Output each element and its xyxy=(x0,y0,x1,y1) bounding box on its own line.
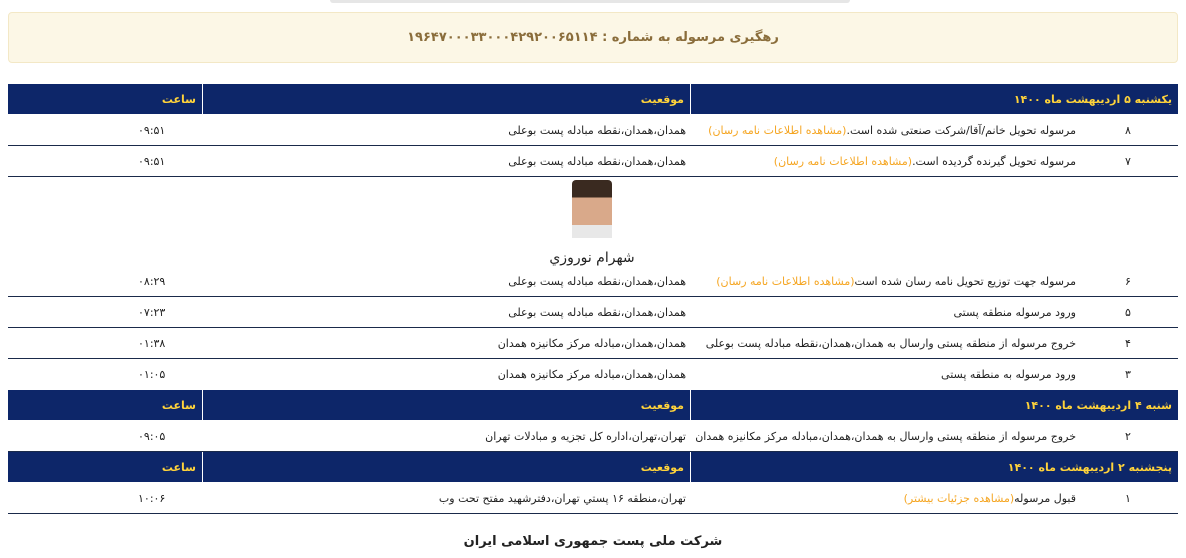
divider xyxy=(8,176,1178,177)
event-text: قبول مرسوله xyxy=(1014,491,1076,505)
details-link[interactable]: (مشاهده اطلاعات نامه رسان) xyxy=(773,155,913,168)
event-description xyxy=(692,492,1078,505)
event-number: ۲ xyxy=(1125,429,1131,443)
time-header: ساعت xyxy=(161,460,196,474)
event-description xyxy=(692,124,1078,137)
location-header: موقعیت xyxy=(202,390,690,420)
event-description xyxy=(692,337,1078,350)
tracking-title: رهگیری مرسوله به شماره : ۱۹۶۴۷۰۰۰۳۳۰۰۰۴۲۹۲۰۰۶۵۱۱۴ xyxy=(407,30,779,45)
details-link[interactable]: (مشاهده اطلاعات نامه رسان) xyxy=(716,274,855,288)
event-time: ۰۸:۲۹ xyxy=(138,274,166,288)
table-row xyxy=(8,483,1178,514)
day-group-header xyxy=(8,452,1178,482)
event-location: همدان،همدان،نقطه مبادله پست بوعلی xyxy=(508,155,686,168)
event-number: ۱ xyxy=(1125,491,1131,505)
day-group-header xyxy=(8,84,1178,114)
time-header: ساعت xyxy=(161,92,196,106)
event-description xyxy=(692,368,1078,381)
table-row xyxy=(8,359,1178,390)
event-description xyxy=(692,306,1078,319)
event-text: ورود مرسوله منطقه پستی xyxy=(953,305,1076,319)
event-time: ۰۹:۵۱ xyxy=(138,155,166,168)
date-header: یکشنبه ۵ اردیبهشت ماه ۱۴۰۰ xyxy=(690,84,1178,114)
event-number: ۸ xyxy=(1125,123,1131,137)
event-number: ۵ xyxy=(1125,305,1131,319)
table-row xyxy=(8,297,1178,328)
table-row xyxy=(8,115,1178,146)
date-header: شنبه ۴ اردیبهشت ماه ۱۴۰۰ xyxy=(690,390,1178,420)
event-time: ۰۷:۲۳ xyxy=(138,305,166,319)
event-time: ۰۱:۰۵ xyxy=(138,368,166,381)
event-text: مرسوله تحویل خانم/آقا/شرکت صنعتی شده است. xyxy=(846,123,1076,137)
postman-info xyxy=(520,180,664,266)
event-location: همدان،همدان،نقطه مبادله پست بوعلی xyxy=(508,123,686,137)
tracking-title-banner xyxy=(8,12,1178,63)
details-link[interactable]: (مشاهده اطلاعات نامه رسان) xyxy=(708,123,847,137)
table-row xyxy=(8,421,1178,452)
event-number: ۷ xyxy=(1125,155,1131,168)
event-location: تهران،تهران،اداره کل تجزیه و مبادلات تهران xyxy=(485,429,686,443)
event-location: همدان،همدان،مبادله مرکز مکانیزه همدان xyxy=(497,368,686,381)
event-description xyxy=(692,430,1078,443)
event-time: ۰۹:۰۵ xyxy=(138,429,166,443)
event-time: ۰۱:۳۸ xyxy=(138,336,166,350)
event-number: ۴ xyxy=(1125,336,1131,350)
event-location: همدان،همدان،مبادله مرکز مکانیزه همدان xyxy=(497,336,686,350)
details-link[interactable]: (مشاهده جزئیات بیشتر) xyxy=(903,491,1015,505)
event-text: مرسوله تحویل گیرنده گردیده است. xyxy=(912,155,1076,168)
table-row xyxy=(8,328,1178,359)
location-header: موقعیت xyxy=(202,84,690,114)
location-header: موقعیت xyxy=(202,452,690,482)
event-number: ۳ xyxy=(1125,368,1131,381)
event-text: خروج مرسوله از منطقه پستی وارسال به همدان،همدان،نقطه مبادله پست بوعلی xyxy=(705,336,1076,350)
date-header: پنجشنبه ۲ اردیبهشت ماه ۱۴۰۰ xyxy=(690,452,1178,482)
event-location: تهران،منطقه ۱۶ پستي تهران،دفترشهید مفتح تحت وب xyxy=(438,491,686,505)
event-number: ۶ xyxy=(1125,274,1131,288)
postman-name: شهرام نوروزي xyxy=(549,250,635,266)
event-time: ۰۹:۵۱ xyxy=(138,123,166,137)
table-row xyxy=(8,266,1178,297)
event-location: همدان،همدان،نقطه مبادله پست بوعلی xyxy=(508,305,686,319)
event-location: همدان،همدان،نقطه مبادله پست بوعلی xyxy=(508,274,686,288)
time-header: ساعت xyxy=(161,398,196,412)
event-text: خروج مرسوله از منطقه پستی وارسال به همدان،همدان،مبادله مرکز مکانیزه همدان xyxy=(695,429,1076,443)
event-text: ورود مرسوله به منطقه پستی xyxy=(941,368,1076,381)
event-text: مرسوله جهت توزیع تحویل نامه رسان شده است xyxy=(854,274,1076,288)
event-time: ۱۰:۰۶ xyxy=(138,491,166,505)
day-group-header xyxy=(8,390,1178,420)
event-description xyxy=(692,155,1078,168)
footer-company: شرکت ملی پست جمهوری اسلامی ایران xyxy=(463,534,723,549)
postman-photo[interactable] xyxy=(572,180,612,238)
top-tab-edge xyxy=(330,0,850,3)
table-row xyxy=(8,146,1178,177)
event-description xyxy=(692,275,1078,288)
